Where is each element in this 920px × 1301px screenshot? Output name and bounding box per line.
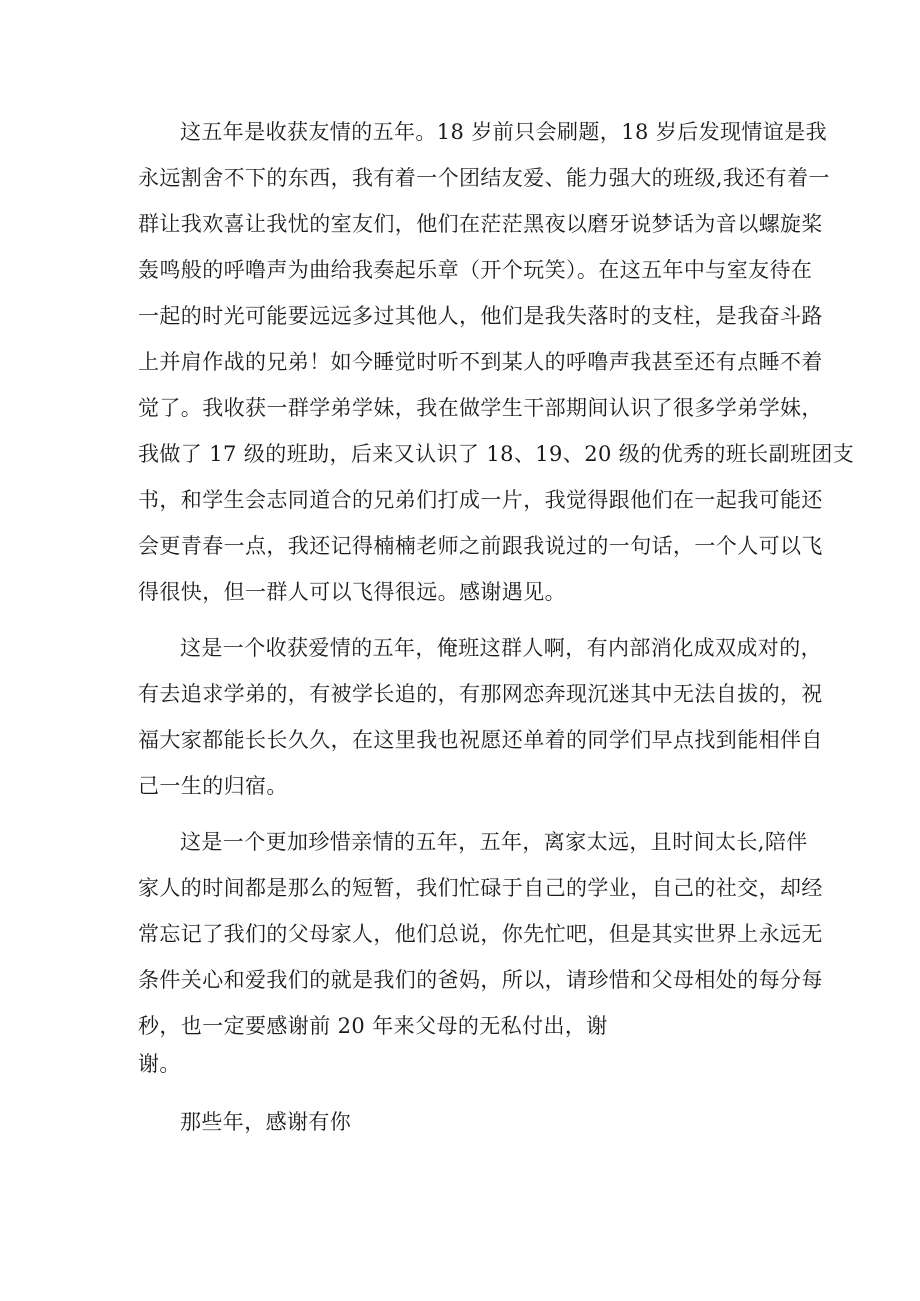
paragraph-3-line-3: 常忘记了我们的父母家人，他们总说，你先忙吧，但是其实世界上永远无 <box>138 922 823 946</box>
paragraph-3-line-2: 家人的时间都是那么的短暂，我们忙碌于自己的学业，自己的社交，却经 <box>138 876 823 900</box>
paragraph-2-line-1: 这是一个收获爱情的五年，俺班这群人啊，有内部消化成双成对的， <box>180 636 822 660</box>
paragraph-3-line-4: 条件关心和爱我们的就是我们的爸妈，所以，请珍惜和父母相处的每分每 <box>138 968 823 992</box>
paragraph-2-line-2: 有去追求学弟的，有被学长追的，有那网恋奔现沉迷其中无法自拔的，祝 <box>138 682 823 706</box>
closing-line: 那些年，感谢有你 <box>180 1110 352 1134</box>
paragraph-1-line-6: 上并肩作战的兄弟！如今睡觉时听不到某人的呼噜声我甚至还有点睡不着 <box>138 350 823 374</box>
paragraph-1-line-5: 一起的时光可能要远远多过其他人，他们是我失落时的支柱，是我奋斗路 <box>138 304 823 328</box>
paragraph-3-line-1: 这是一个更加珍惜亲情的五年，五年，离家太远，且时间太长,陪伴 <box>180 830 808 854</box>
paragraph-1-line-1: 这五年是收获友情的五年。18 岁前只会刷题，18 岁后发现情谊是我 <box>180 120 827 144</box>
paragraph-1-line-3: 群让我欢喜让我忧的室友们，他们在茫茫黑夜以磨牙说梦话为音以螺旋桨 <box>138 212 823 236</box>
paragraph-1-line-9: 书，和学生会志同道合的兄弟们打成一片，我觉得跟他们在一起我可能还 <box>138 488 823 512</box>
paragraph-3-line-5: 秒，也一定要感谢前 20 年来父母的无私付出，谢 <box>138 1014 608 1038</box>
paragraph-1-line-7: 觉了。我收获一群学弟学妹，我在做学生干部期间认识了很多学弟学妹， <box>138 396 823 420</box>
paragraph-2-line-3: 福大家都能长长久久，在这里我也祝愿还单着的同学们早点找到能相伴自 <box>138 728 823 752</box>
paragraph-1-line-10: 会更青春一点，我还记得楠楠老师之前跟我说过的一句话，一个人可以飞 <box>138 534 823 558</box>
paragraph-1-line-11: 得很快，但一群人可以飞得很远。感谢遇见。 <box>138 580 566 604</box>
paragraph-1-line-4: 轰鸣般的呼噜声为曲给我奏起乐章（开个玩笑）。在这五年中与室友待在 <box>138 258 813 282</box>
paragraph-3-line-6: 谢。 <box>138 1052 181 1076</box>
paragraph-1-line-2: 永远割舍不下的东西，我有着一个团结友爱、能力强大的班级,我还有着一 <box>138 166 830 190</box>
paragraph-1-line-8: 我做了 17 级的班助，后来又认识了 18、19、20 级的优秀的班长副班团支 <box>138 442 855 466</box>
paragraph-2-line-4: 己一生的归宿。 <box>138 774 288 798</box>
